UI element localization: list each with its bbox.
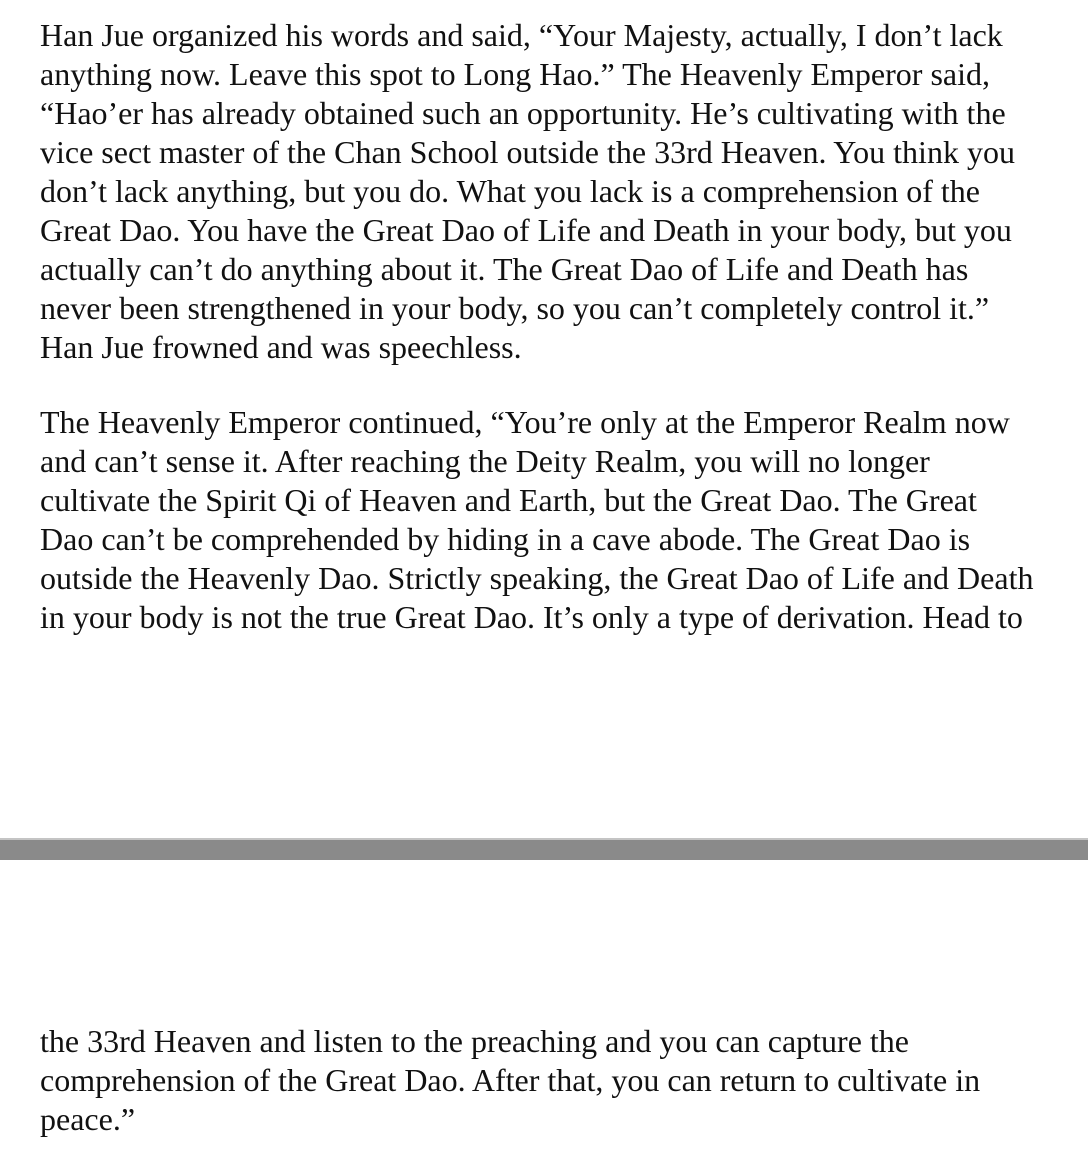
text-line: never been strengthened in your body, so you can’t completely control it.” bbox=[40, 290, 990, 326]
text-line: outside the Heavenly Dao. Strictly speaking, the Great Dao of Life and Death bbox=[40, 560, 1034, 596]
paragraph-continuation bbox=[40, 1022, 980, 1139]
text-line: comprehension of the Great Dao. After that, you can return to cultivate in bbox=[40, 1062, 981, 1098]
text-line: and can’t sense it. After reaching the Deity Realm, you will no longer bbox=[40, 443, 930, 479]
paragraph-han-jue-reply bbox=[40, 16, 1015, 367]
text-line: vice sect master of the Chan School outside the 33rd Heaven. You think you bbox=[40, 134, 1015, 170]
text-line: Han Jue frowned and was speechless. bbox=[40, 329, 522, 365]
document-page-bottom bbox=[0, 860, 1088, 1156]
text-line: the 33rd Heaven and listen to the preaching and you can capture the bbox=[40, 1023, 909, 1059]
text-line: anything now. Leave this spot to Long Hao.” The Heavenly Emperor said, bbox=[40, 56, 990, 92]
text-line: peace.” bbox=[40, 1101, 136, 1137]
text-line: Dao can’t be comprehended by hiding in a cave abode. The Great Dao is bbox=[40, 521, 971, 557]
page-separator bbox=[0, 838, 1088, 860]
text-line: cultivate the Spirit Qi of Heaven and Earth, but the Great Dao. The Great bbox=[40, 482, 977, 518]
text-line: Great Dao. You have the Great Dao of Life and Death in your body, but you bbox=[40, 212, 1012, 248]
text-line: The Heavenly Emperor continued, “You’re only at the Emperor Realm now bbox=[40, 404, 1010, 440]
text-line: “Hao’er has already obtained such an opportunity. He’s cultivating with the bbox=[40, 95, 1006, 131]
paragraph-heavenly-emperor-continued bbox=[40, 403, 1033, 637]
text-line: don’t lack anything, but you do. What you lack is a comprehension of the bbox=[40, 173, 980, 209]
text-line: actually can’t do anything about it. The Great Dao of Life and Death has bbox=[40, 251, 969, 287]
text-line: Han Jue organized his words and said, “Your Majesty, actually, I don’t lack bbox=[40, 17, 1003, 53]
text-line: in your body is not the true Great Dao. It’s only a type of derivation. Head to bbox=[40, 599, 1023, 635]
